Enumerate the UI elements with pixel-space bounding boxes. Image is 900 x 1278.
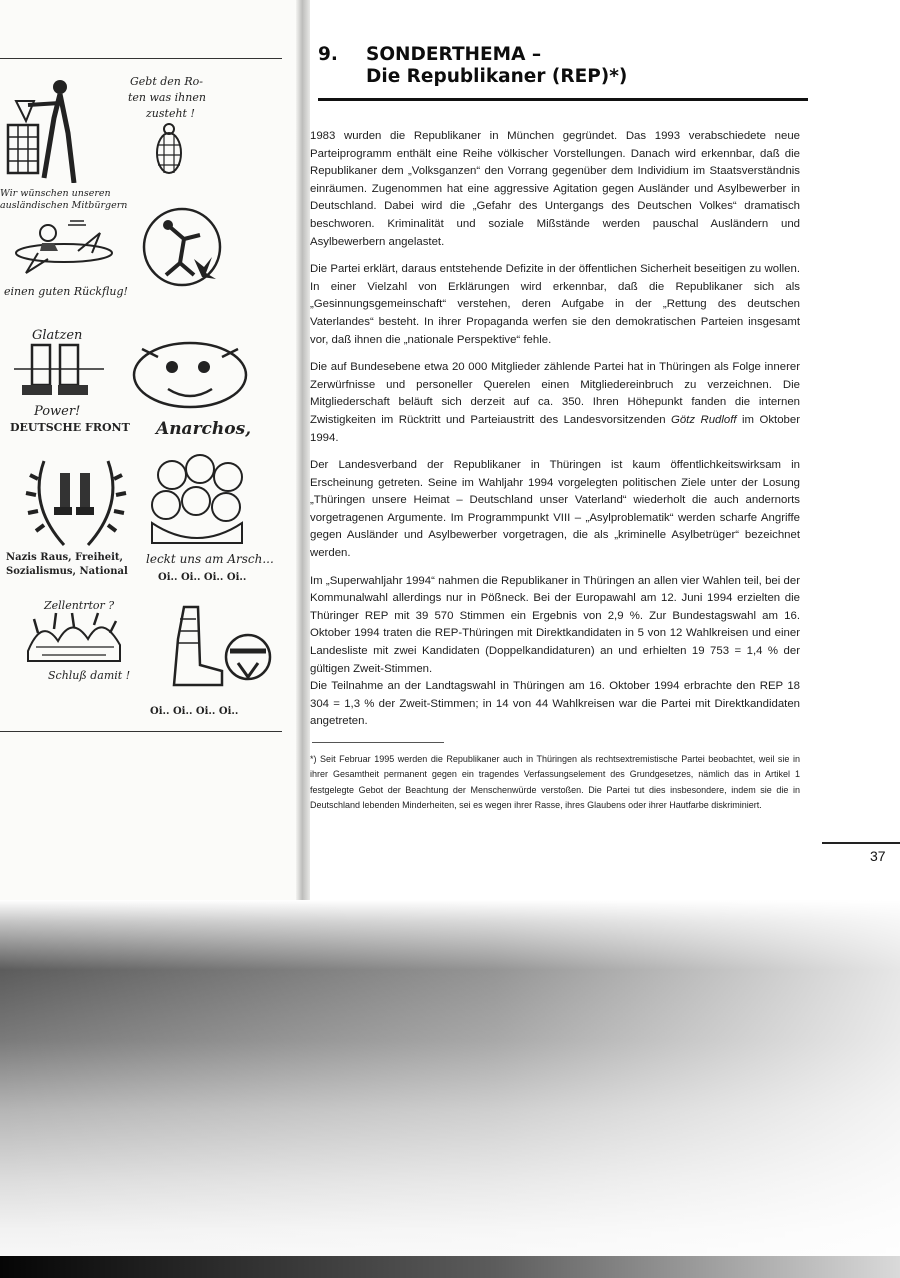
flyer-caption-rote-2: ten was ihnen	[128, 91, 206, 104]
bulldog-illustration	[128, 329, 252, 413]
chapter-title-line1: SONDERTHEMA –	[366, 44, 542, 65]
chapter-heading	[318, 44, 808, 88]
chapter-title-line2: Die Republikaner (REP)*)	[366, 66, 628, 87]
heading-rule	[318, 98, 808, 101]
book-gutter	[296, 0, 310, 900]
paragraph-1: 1983 wurden die Republikaner in München gegründet. Das 1993 verabschiedete neue Parteiprogramm enthält eine Reihe völkischer Vorstellungen. Danach wird erkennbar, daß die Republikaner dem „Volksganzen“ den Vorrang gegenüber dem Individium im Staatsverständnis einräumen. Zugenommen hat eine aggressive Agitation gegen Ausländer und Asylbewerber in Deutschland. Dabei wird die „Gefahr des Untergangs des Deutschen Volkes“ dramatisch beschworen. Kriminalität und soziale Mißstände werden pauschal Ausländern und Asylbewerbern angelastet.	[310, 130, 800, 248]
flyer-caption-rueckflug: einen guten Rückflug!	[4, 285, 128, 298]
scanner-edge-band	[0, 1256, 900, 1278]
paragraph-6: Die Teilnahme an der Landtagswahl in Thüringen am 16. Oktober 1994 erbrachte den REP 18 304 = 1,3 % der Zweit-Stimmen; in 14 von 44 Wahlkreisen war die Partei mit Direktkandidaten angetreten.	[310, 680, 800, 728]
footnote: *) Seit Februar 1995 werden die Republikaner auch in Thüringen als rechtsextremistische Partei beobachtet, weil sie in ihrer Gesamtheit permanent gegen ein tragendes Verfassungselement des Grundgesetzes, nämlich das in Artikel 1 festgelegte Gebot der Beachtung der Menschenwürde verstoßen. Die Partei tut dies insbesondere, indem sie die in Deutschland lebenden Minderheiten, sei es wegen ihrer Rasse, ihres Glaubens oder ihrer Hautfarbe diskriminiert.	[310, 754, 800, 810]
grenade-illustration	[152, 121, 186, 177]
flyer-caption-schluss: Schluß damit !	[48, 669, 131, 682]
flyer-caption-wir-1: Wir wünschen unseren	[0, 188, 111, 199]
circle-emblem-illustration	[140, 205, 224, 289]
flyer-caption-zellentrtor: Zellentrtor ?	[44, 599, 115, 612]
flyer-caption-sozialismus: Sozialismus, National	[6, 566, 128, 577]
chapter-number: 9.	[318, 44, 338, 65]
paragraph-3	[310, 359, 800, 447]
airplane-cartoon	[8, 213, 120, 281]
flyer-caption-wir-2: ausländischen Mitbürgern	[0, 200, 128, 211]
page-number-rule	[822, 842, 900, 844]
flyer-caption-rote-3: zusteht !	[146, 107, 195, 120]
footnote-rule	[312, 742, 444, 743]
left-page	[0, 0, 300, 900]
scanner-shadow	[0, 900, 900, 1278]
right-page	[310, 0, 900, 900]
flyer-caption-oi-2: Oi.. Oi.. Oi.. Oi..	[150, 706, 239, 717]
boots-illustration	[14, 339, 104, 399]
trash-can-illustration	[4, 73, 104, 183]
page-number: 37	[870, 848, 886, 864]
flyer-caption-rote-1: Gebt den Ro-	[130, 75, 204, 88]
flyer-caption-oi-1: Oi.. Oi.. Oi.. Oi..	[158, 572, 247, 583]
flyer-caption-nazis-raus: Nazis Raus, Freiheit,	[6, 552, 123, 563]
person-name: Götz Rudloff	[670, 413, 737, 426]
paragraph-3-text-b: im Oktober 1994.	[310, 413, 800, 444]
flyer-caption-leckt: leckt uns am Arsch...	[146, 552, 274, 566]
flyer-caption-power: Power!	[34, 404, 81, 419]
body-text	[310, 128, 800, 741]
flyer-caption-deutsche-front: DEUTSCHE FRONT	[10, 421, 130, 434]
flyer-caption-glatzen: Glatzen	[32, 328, 83, 343]
paragraph-2: Die Partei erklärt, daraus entstehende Defizite in der öffentlichen Sicherheit beseitigen zu wollen. In einer Vielzahl von Erklärungen wird erkennbar, daß die Republikaner sich als „Gesinnungsgemeinschaft“ verstehen, deren Aufgabe in der „Rettung des deutschen Vaterlandes“ besteht. In ihrer Propaganda werfen sie den demokratischen Parteien insgesamt vor, daß ihnen die „nationale Perspektive“ fehle.	[310, 263, 800, 346]
crowd-cartoon-illustration	[142, 453, 252, 549]
boot-and-sharp-logo-illustration	[150, 599, 274, 703]
laurel-wreath-illustration	[24, 449, 128, 553]
paragraph-3-text-a: Die auf Bundesebene etwa 20 000 Mitglieder zählende Partei hat in Thüringen als Folge innerer Zerwürfnisse und personeller Querelen einen Mitgliedereinbruch zu verzeichnen. Die Mitgliederschaft beläuft sich derzeit auf ca. 350. Ihren Höhepunkt fanden die internen Zwistigkeiten im Rücktritt und Parteiaustritt des Landesvorsitzenden	[310, 361, 800, 426]
paragraph-5: Im „Superwahljahr 1994“ nahmen die Republikaner in Thüringen an allen vier Wahlen teil, bei der Kommunalwahl allerdings nur in Pößneck. Bei der Europawahl am 12. Juni 1994 erzielten die Thüringer REP mit 39 570 Stimmen ein Ergebnis von 2,9 %. Zur Bundestagswahl am 16. Oktober 1994 traten die REP-Thüringen mit Direktkandidaten in 5 von 12 Wahlkreisen und einer Landesliste mit zwei Kandidaten (Doppelkandidaturen) an und erhielten 19 753 = 1,4 % der gültigen Zweit-Stimmen.	[310, 574, 800, 675]
flyer-collage	[0, 58, 282, 732]
flyer-caption-anarchos: Anarchos,	[156, 419, 252, 439]
mob-doodle-illustration	[22, 611, 126, 667]
paragraph-4: Der Landesverband der Republikaner in Thüringen ist kaum öffentlichkeitswirksam in Erscheinung getreten. Seine im Wahljahr 1994 vorgelegten politischen Ziele unter der Losung „Thüringen unsere Heimat – Deutschland unser Vaterland“ wiederholt die auch andernorts vorgetragenen Argumente. Im Programmpunkt VIII – „Asylproblematik“ werden scharfe Angriffe gegen Ausländer und Asylbewerber vorgetragen, die als „kriminelle Asylbetrüger“ bezeichnet werden.	[310, 459, 800, 560]
